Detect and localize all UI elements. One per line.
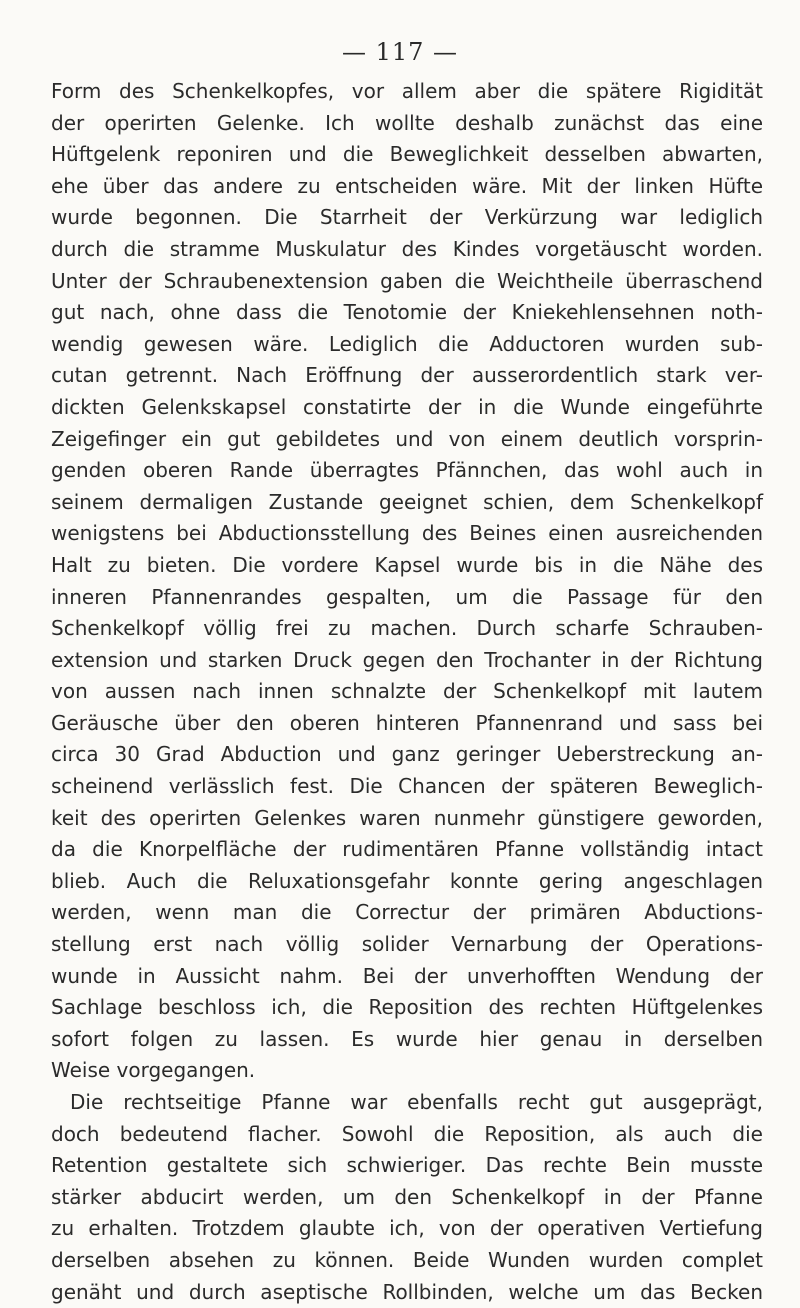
text-line: Sachlage beschloss ich, die Reposition des rechten Hüftgelenkes [51,995,763,1020]
text-line: stellung erst nach völlig solider Vernarbung der Operations- [51,932,763,957]
text-line: der operirten Gelenke. Ich wollte deshalb zunächst das eine [51,110,763,135]
text-line: wunde in Aussicht nahm. Bei der unverhofften Wendung der [51,963,763,988]
text-line: werden, wenn man die Correctur der primären Abductions- [51,900,763,925]
text-line: sofort folgen zu lassen. Es wurde hier genau in derselben [51,1026,763,1051]
text-line: stärker abducirt werden, um den Schenkelkopf in der Pfanne [51,1184,763,1209]
text-line: Unter der Schraubenextension gaben die Weichtheile überraschend [51,268,763,293]
text-line: Die rechtseitige Pfanne war ebenfalls recht gut ausgeprägt, [70,1090,763,1114]
text-line: durch die stramme Muskulatur des Kindes vorgetäuscht worden. [51,236,763,261]
text-line: dickten Gelenkskapsel constatirte der in die Wunde eingeführte [51,394,763,419]
page-number: — 117 — [341,38,459,66]
text-line: Form des Schenkelkopfes, vor allem aber die spätere Rigidität [51,79,763,103]
text-line: wurde begonnen. Die Starrheit der Verkürzung war lediglich [51,205,763,230]
text-line: gut nach, ohne dass die Tenotomie der Kniekehlensehnen noth- [51,300,763,325]
text-line: Hüftgelenk reponiren und die Beweglichkeit desselben abwarten, [51,142,763,167]
text-line: Halt zu bieten. Die vordere Kapsel wurde bis in die Nähe des [51,552,763,577]
text-line: Weise vorgegangen. [51,1058,256,1083]
text-line: zu erhalten. Trotzdem glaubte ich, von der operativen Vertiefung [51,1216,763,1241]
text-line: genden oberen Rande überragtes Pfännchen, das wohl auch in [51,458,763,483]
body-text [51,76,763,1308]
text-line: Retention gestaltete sich schwieriger. Das rechte Bein musste [51,1153,763,1178]
text-line: wenigstens bei Abductionsstellung des Beines einen ausreichenden [51,521,763,546]
text-line: ehe über das andere zu entscheiden wäre. Mit der linken Hüfte [51,173,763,198]
text-line: inneren Pfannenrandes gespalten, um die Passage für den [51,584,763,609]
text-line: von aussen nach innen schnalzte der Schenkelkopf mit lautem [51,679,763,704]
text-line: seinem dermaligen Zustande geeignet schien, dem Schenkelkopf [51,489,763,514]
text-line: Zeigefinger ein gut gebildetes und von einem deutlich vorsprin- [51,426,763,451]
text-line: blieb. Auch die Reluxationsgefahr konnte gering angeschlagen [51,868,763,893]
text-line: derselben absehen zu können. Beide Wunden wurden complet [51,1247,763,1272]
text-line: da die Knorpelfläche der rudimentären Pfanne vollständig intact [51,837,763,862]
text-line: circa 30 Grad Abduction und ganz geringer Ueberstreckung an- [51,742,763,767]
text-line: keit des operirten Gelenkes waren nunmehr günstigere geworden, [51,805,763,830]
text-line: wendig gewesen wäre. Lediglich die Adductoren wurden sub- [51,331,763,356]
text-line: scheinend verlässlich fest. Die Chancen der späteren Beweglich- [51,774,763,799]
text-line: Geräusche über den oberen hinteren Pfannenrand und sass bei [51,710,763,735]
text-line: Schenkelkopf völlig frei zu machen. Durch scharfe Schrauben- [51,616,763,641]
text-line: extension und starken Druck gegen den Trochanter in der Richtung [51,647,763,672]
text-line: doch bedeutend flacher. Sowohl die Reposition, als auch die [51,1121,763,1146]
text-line: cutan getrennt. Nach Eröffnung der ausserordentlich stark ver- [51,363,763,388]
text-line: genäht und durch aseptische Rollbinden, welche um das Becken [51,1279,763,1304]
